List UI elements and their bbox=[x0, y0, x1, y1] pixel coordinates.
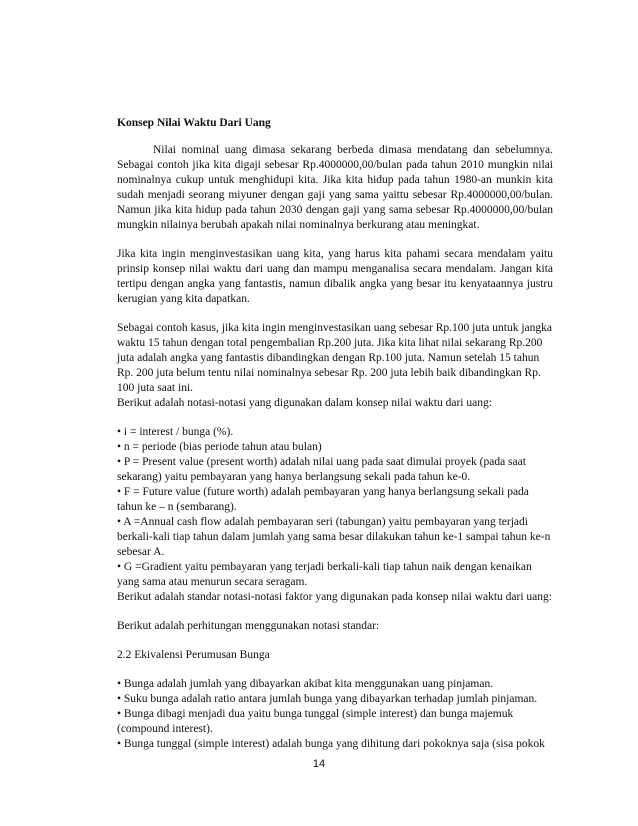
list-item: • Bunga adalah jumlah yang dibayarkan akibat kita menggunakan uang pinjaman. bbox=[117, 678, 494, 690]
list-item: • Bunga dibagi menjadi dua yaitu bunga tunggal (simple interest) dan bunga majemuk (compound interest). bbox=[117, 708, 514, 735]
page-content bbox=[117, 117, 553, 752]
notation-list bbox=[117, 425, 553, 590]
list-item: • Suku bunga adalah ratio antara jumlah bunga yang dibayarkan terhadap jumlah pinjaman. bbox=[117, 693, 538, 705]
paragraph-investment: Jika kita ingin menginvestasikan uang kita, yang harus kita pahami secara mendalam yaitu prinsip konsep nilai waktu dari uang dan mampu menganalisa secara mendalam. Jangan kita tertipu dengan angka yang fantastis, namun dibalik angka yang besar itu kenyataannya justru kerugian yang kita dapatkan. bbox=[117, 248, 553, 305]
list-item: • Bunga tunggal (simple interest) adalah bunga yang dihitung dari pokoknya saja (sisa pokok bbox=[117, 738, 545, 750]
section-heading: Konsep Nilai Waktu Dari Uang bbox=[117, 117, 271, 129]
page-number: 14 bbox=[312, 758, 326, 770]
paragraph-nominal-value: Nilai nominal uang dimasa sekarang berbeda dimasa mendatang dan sebelumnya. Sebagai contoh jika kita digaji sebesar Rp.4000000,00/bulan pada tahun 2010 mungkin nilai nominalnya cukup untuk menghidupi kita. Jika kita hidup pada tahun 1980-an munkin kita sudah menjadi seorang miyuner dengan gaji yang sama yaittu sebesar Rp.4000000,00/bulan. Namun jika kita hidup pada tahun 2030 dengan gaji yang sama sebesar Rp.4000000,00/bulan mungkin nilainya berubah apakah nilai nominalnya berkurang atau meningkat. bbox=[117, 144, 553, 231]
list-item: • G =Gradient yaitu pembayaran yang terjadi berkali-kali tiap tahun naik dengan kenaikan yang sama atau menurun secara seragam. bbox=[117, 561, 532, 588]
paragraph-case-example: Sebagai contoh kasus, jika kita ingin menginvestasikan uang sebesar Rp.100 juta untuk jangka waktu 15 tahun dengan total pengembalian Rp.200 juta. Jika kita lihat nilai sekarang Rp.200 juta adalah angka yang fantastis dibandingkan dengan Rp.100 juta. Namun setelah 15 tahun Rp. 200 juta belum tentu nilai nominalnya sebesar Rp. 200 juta lebih baik dibandingkan Rp. 100 juta saat ini. bbox=[117, 322, 552, 394]
list-item: • A =Annual cash flow adalah pembayaran seri (tabungan) yaitu pembayaran yang terjadi berkali-kali tiap tahun dalam jumlah yang sama besar dilakukan tahun ke-1 sampai tahun ke-n sebesar A. bbox=[117, 516, 551, 558]
list-item: • i = interest / bunga (%). bbox=[117, 426, 234, 438]
paragraph-factor-notation: Berikut adalah standar notasi-notasi faktor yang digunakan pada konsep nilai waktu dari uang: bbox=[117, 591, 552, 603]
interest-list bbox=[117, 677, 553, 752]
paragraph-notation-intro: Berikut adalah notasi-notasi yang digunakan dalam konsep nilai waktu dari uang: bbox=[117, 397, 492, 409]
list-item: • F = Future value (future worth) adalah pembayaran yang hanya berlangsung sekali pada tahun ke – n (sembarang). bbox=[117, 486, 529, 513]
list-item: • P = Present value (present worth) adalah nilai uang pada saat dimulai proyek (pada saat sekarang) yaitu pembayaran yang hanya berlangsung sekali pada tahun ke-0. bbox=[117, 456, 526, 483]
list-item: • n = periode (bias periode tahun atau bulan) bbox=[117, 441, 322, 453]
paragraph-calc-intro: Berikut adalah perhitungan menggunakan notasi standar: bbox=[117, 620, 380, 632]
subsection-title: 2.2 Ekivalensi Perumusan Bunga bbox=[117, 649, 270, 661]
